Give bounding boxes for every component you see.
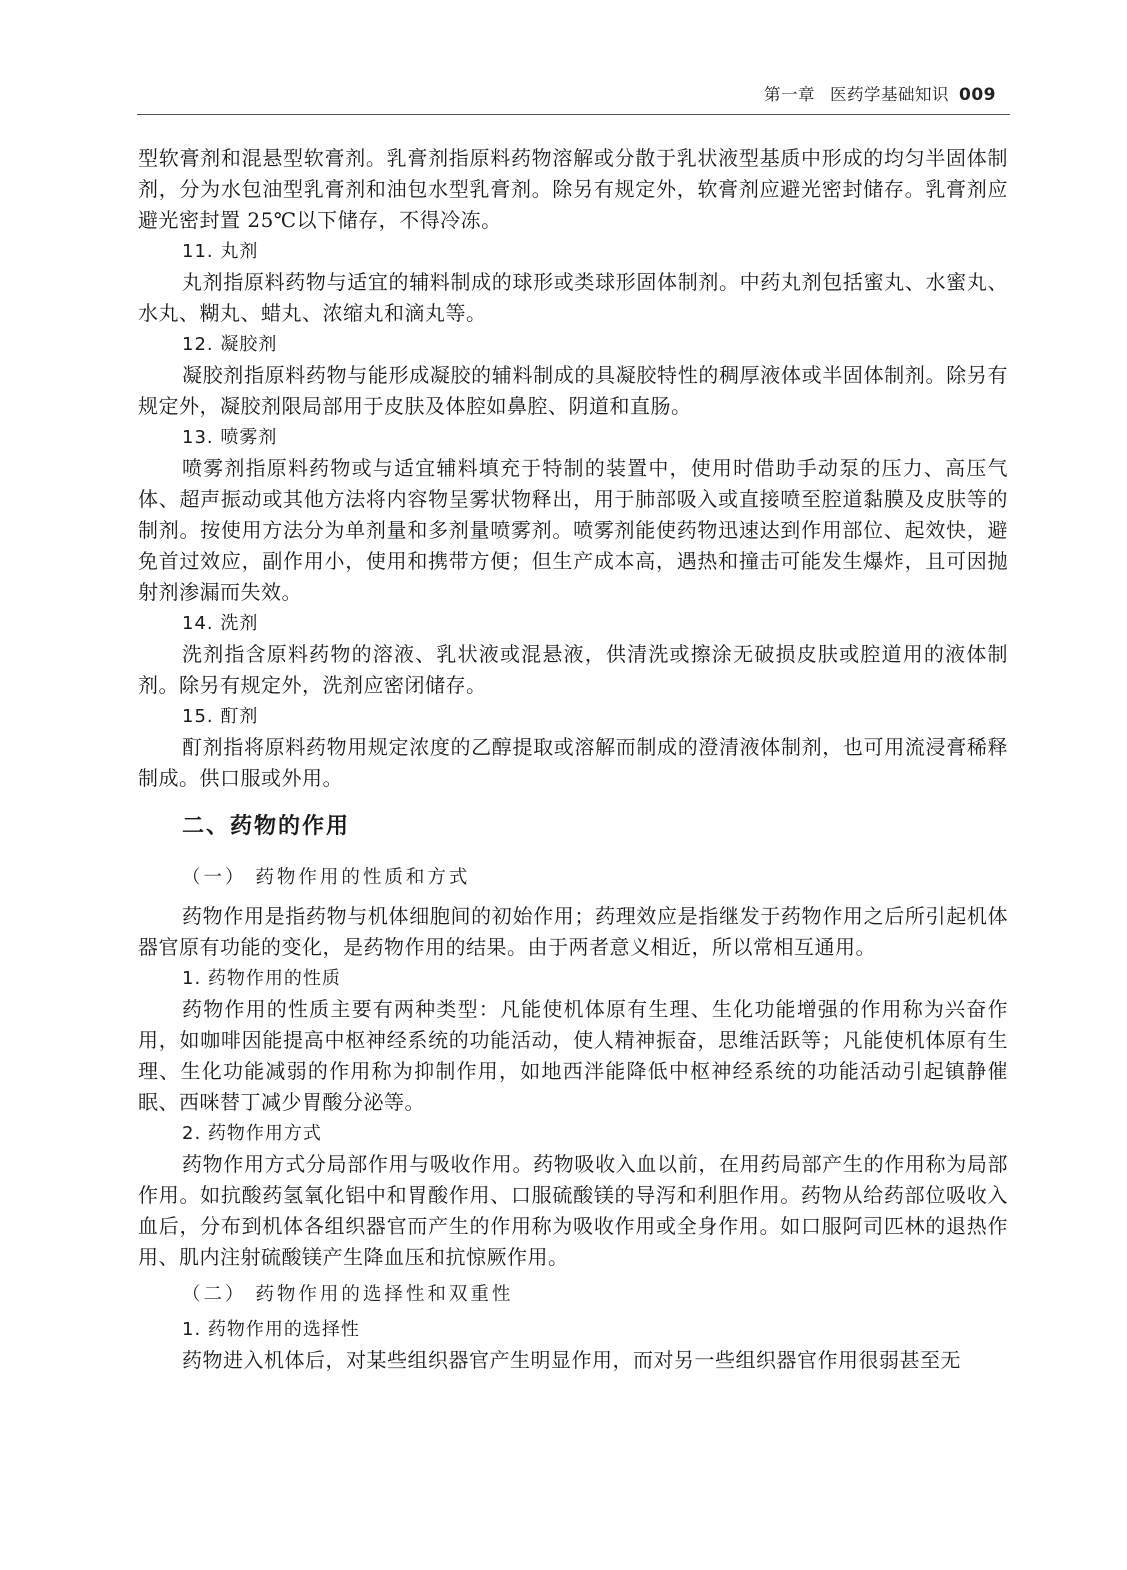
paragraph-mode-of-action: 药物作用方式分局部作用与吸收作用。药物吸收入血以前，在用药局部产生的作用称为局部作用。如抗酸药氢氧化铝中和胃酸作用、口服硫酸镁的导泻和利胆作用。药物从给药部位吸收入血后，分布到机体各组织器官而产生的作用称为吸收作用或全身作用。如口服阿司匹林的退热作用、肌内注射硫酸镁产生降血压和抗惊厥作用。 (138, 1152, 1008, 1269)
heading-14-lotions: 14. 洗剂 (182, 613, 259, 634)
chapter-title: 医药学基础知识 (830, 85, 949, 104)
running-header (137, 78, 1010, 115)
subsection-heading-selectivity: （二） 药物作用的选择性和双重性 (182, 1284, 514, 1305)
subsection-heading-nature-mode: （一） 药物作用的性质和方式 (182, 867, 471, 888)
paragraph-tinctures: 酊剂指将原料药物用规定浓度的乙醇提取或溶解而制成的澄清液体制剂，也可用流浸膏稀释制成。供口服或外用。 (138, 735, 1008, 790)
paragraph-continued: 型软膏剂和混悬型软膏剂。乳膏剂指原料药物溶解或分散于乳状液型基质中形成的均匀半固体制剂，分为水包油型乳膏剂和油包水型乳膏剂。除另有规定外，软膏剂应避光密封储存。乳膏剂应避光密封置 25℃以下储存，不得冷冻。 (138, 146, 1008, 232)
header-text (764, 81, 996, 105)
heading-13-sprays: 13. 喷雾剂 (182, 427, 278, 448)
heading-15-tinctures: 15. 酊剂 (182, 706, 259, 727)
heading-mode-of-action: 2. 药物作用方式 (182, 1123, 322, 1144)
chapter-label: 第一章 (764, 85, 815, 104)
paragraph-lotions: 洗剂指含原料药物的溶液、乳状液或混悬液，供清洗或擦涂无破损皮肤或腔道用的液体制剂。除另有规定外，洗剂应密闭储存。 (138, 642, 1008, 697)
heading-nature-of-action: 1. 药物作用的性质 (182, 968, 341, 989)
section-heading-drug-action: 二、药物的作用 (182, 814, 351, 839)
paragraph-gels: 凝胶剂指原料药物与能形成凝胶的辅料制成的具凝胶特性的稠厚液体或半固体制剂。除另有规定外，凝胶剂限局部用于皮肤及体腔如鼻腔、阴道和直肠。 (138, 363, 1008, 418)
paragraph-sprays: 喷雾剂指原料药物或与适宜辅料填充于特制的装置中，使用时借助手动泵的压力、高压气体、超声振动或其他方法将内容物呈雾状物释出，用于肺部吸入或直接喷至腔道黏膜及皮肤等的制剂。按使用方法分为单剂量和多剂量喷雾剂。喷雾剂能使药物迅速达到作用部位、起效快，避免首过效应，副作用小，使用和携带方便；但生产成本高，遇热和撞击可能发生爆炸，且可因抛射剂渗漏而失效。 (138, 456, 1008, 604)
paragraph-nature-of-action: 药物作用的性质主要有两种类型：凡能使机体原有生理、生化功能增强的作用称为兴奋作用，如咖啡因能提高中枢神经系统的功能活动，使人精神振奋，思维活跃等；凡能使机体原有生理、生化功能减弱的作用称为抑制作用，如地西泮能降低中枢神经系统的功能活动引起镇静催眠、西咪替丁减少胃酸分泌等。 (138, 997, 1008, 1114)
heading-12-gels: 12. 凝胶剂 (182, 334, 278, 355)
page-body (138, 143, 1008, 1376)
heading-selectivity: 1. 药物作用的选择性 (182, 1319, 360, 1340)
paragraph-pills: 丸剂指原料药物与适宜的辅料制成的球形或类球形固体制剂。中药丸剂包括蜜丸、水蜜丸、水丸、糊丸、蜡丸、浓缩丸和滴丸等。 (138, 270, 1008, 325)
paragraph-selectivity: 药物进入机体后，对某些组织器官产生明显作用，而对另一些组织器官作用很弱甚至无 (182, 1348, 961, 1372)
heading-11-pills: 11. 丸剂 (182, 241, 259, 262)
page-number: 009 (959, 85, 996, 105)
paragraph-drug-action-intro: 药物作用是指药物与机体细胞间的初始作用；药理效应是指继发于药物作用之后所引起机体器官原有功能的变化，是药物作用的结果。由于两者意义相近，所以常相互通用。 (138, 904, 1008, 959)
